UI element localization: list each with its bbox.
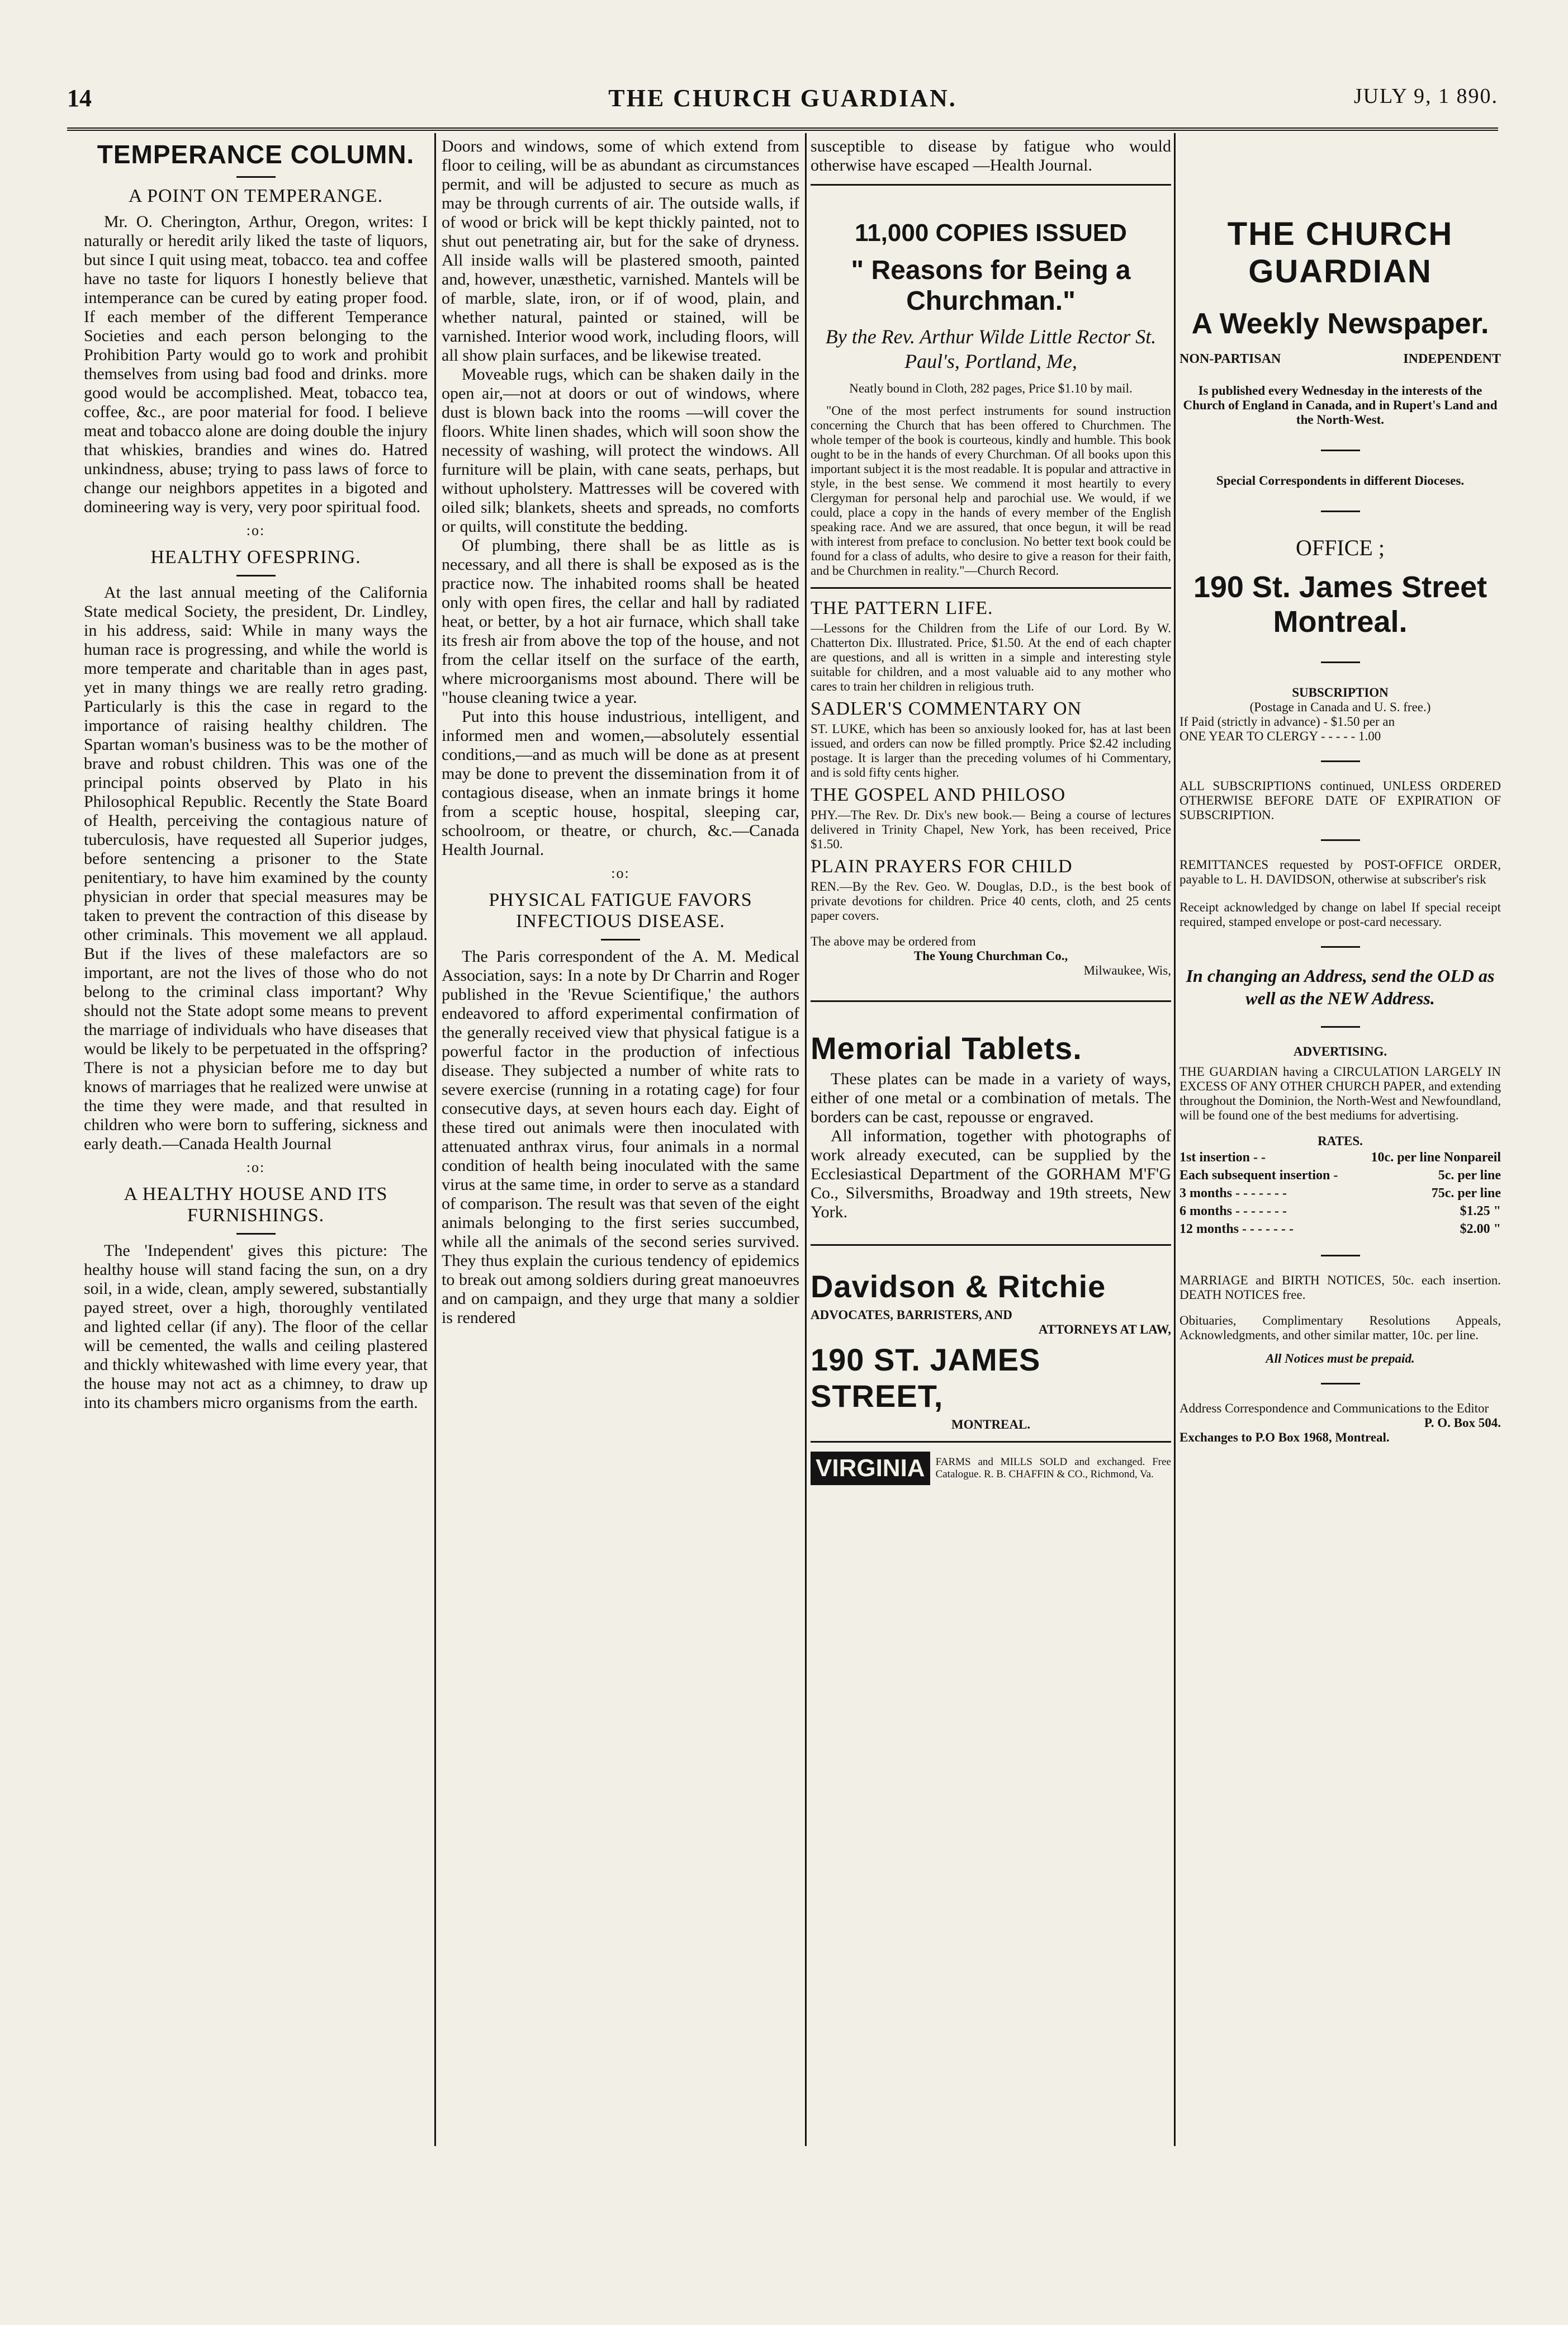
ad-title: SADLER'S COMMENTARY ON [811,698,1082,719]
article-body: Put into this house industrious, intelligent, and informed men and women,—absolutely essential conditions,—and as much will be done as at present may be done to prevent the dissemination from it of contagious disease, when an inmate brings it home from a sceptic house, hospital, sleeping car, schoolroom, or theatre, or church, &c.—Canada Health Journal. [442,707,799,859]
address-change: In changing an Address, send the OLD as well as the NEW Address. [1186,966,1495,1008]
order-from: The above may be ordered from [811,934,976,948]
article-body: Moveable rugs, which can be shaken daily in the open air,—not at doors or out of windows, where dust is blown back into the rooms —will cover the floors. White linen shades, which will soon show the necessity of washing, will protect the windows. All furniture will be plain, with cane seats, perhaps, but without upholstery. Mattresses will be covered with oiled silk; blankets, sheets and spreads, no comforts or quilts, will constitute the bedding. [442,365,799,536]
receipt: Receipt acknowledged by change on label If special receipt required, stamped envelope or post-card necessary. [1179,900,1501,929]
article-body: The Paris correspondent of the A. M. Medical Association, says: In a note by Dr Charrin and Roger published in the 'Revue Scientifique,' the authors endeavored to afford experimental confirmation of the generally received view that physical fatigue is a powerful factor in the production of infectious disease. They subjected a number of white rats to severe exercise (running in a rotating cage) for four consecutive days, at seven hours each day. Eight of these tired out animals were then inoculated with attenuated anthrax virus, four animals in a normal condition of health being inoculated with the same virus at the same time, in order to serve as a standard of comparison. The result was that seven of the eight animals belonging to the first series succumbed, while all the animals of the second series survived. They thus explain the curious tendency of epidemics to break out among soldiers during great manoeuvres and on campaign, and they urge that many a soldier is rendered [442,947,799,1327]
rate-row: 6 months - - - - - - - $1.25 " [1179,1204,1501,1218]
article-title: A HEALTHY HOUSE AND ITS FURNISHINGS. [124,1184,388,1226]
ad-rule [811,587,1171,589]
ad-title: PLAIN PRAYERS FOR CHILD [811,856,1073,877]
ad-text: REN.—By the Rev. Geo. W. Douglas, D.D., is the best book of private devotions for children. Price 40 cents, cloth, and 25 cents paper covers. [811,880,1171,923]
dr-address: 190 ST. JAMES STREET, [811,1342,1041,1414]
dr-city: MONTREAL. [951,1417,1031,1431]
order-city: Milwaukee, Wis, [1083,963,1171,977]
column-divider [1174,133,1176,2146]
virginia-text: FARMS and MILLS SOLD and exchanged. Free Catalogue. R. B. CHAFFIN & CO., Richmond, Va. [935,1456,1171,1480]
book-title: " Reasons for Being a Churchman." [851,256,1131,316]
book-review: "One of the most perfect instruments for sound instruction concerning the Church that has been offered to Churchmen. The whole temper of the book is courteous, kindly and humble. This book ought to be in the hands of every Churchman. Of all books upon this important subject it is the most readable. It is popular and attractive in style, in the best sense. We commend it most heartily to every Clergyman for personal help and parochial use. We would, if we could, place a copy in the hands of every member of the English speaking race. And we are assured, that once begun, it will be read with interest from preface to conclusion. No better text book could be found for a class of adults, who desire to give a reason for their faith, and be Churchmen in reality."—Church Record. [811,404,1171,578]
column-divider [434,133,436,2146]
dr-name: Davidson & Ritchie [811,1269,1106,1304]
advertising-text: THE GUARDIAN having a CIRCULATION LARGELY IN EXCESS OF ANY OTHER CHURCH PAPER, and extending throughout the Dominion, the North-West and Newfoundland, will be found one of the best mediums for advertising. [1179,1065,1501,1122]
separator: :o: [246,522,266,538]
box-number: P. O. Box 504. [1424,1416,1501,1430]
published: Is published every Wednesday in the interests of the Church of England in Canada, and in Rupert's Land and the North-West. [1183,384,1498,427]
divider [1321,661,1360,663]
advertising-label: ADVERTISING. [1293,1045,1387,1058]
rate-row: 1st insertion - - 10c. per line Nonpareil [1179,1150,1501,1165]
book-author: By the Rev. Arthur Wilde Little Rector St. Paul's, Portland, Me, [825,325,1157,372]
article-body: Of plumbing, there shall be as little as is necessary, and all there is shall be exposed as is the practice now. The inhabited rooms shall be heated only with open fires, the cellar and hall by radiated heat, or better, by a hot air furnace, which shall take its fresh air from above the top of the house, and not from the cellar itself on the surface of the earth, where microorganisms most abound. There will be "house cleaning twice a year. [442,536,799,707]
rate-row: 12 months - - - - - - - $2.00 " [1179,1222,1501,1236]
column-4 [1179,137,1501,2139]
divider [236,176,276,178]
obituaries: Obituaries, Complimentary Resolutions Appeals, Acknowledgments, and other similar matter, 10c. per line. [1179,1313,1501,1342]
newspaper-title: THE CHURCH GUARDIAN. [608,84,957,112]
section-heading: TEMPERANCE COLUMN. [97,140,415,169]
issue-date: JULY 9, 1 890. [1353,84,1498,108]
office-label: OFFICE ; [1296,535,1385,560]
rate-paid: If Paid (strictly in advance) - $1.50 per an [1179,715,1395,729]
divider [236,575,276,576]
divider [1321,760,1360,762]
nonpartisan: NON-PARTISAN [1179,352,1281,366]
postage: (Postage in Canada and U. S. free.) [1249,700,1431,714]
independent: INDEPENDENT [1403,352,1501,366]
divider [1321,450,1360,451]
masthead [67,84,1498,117]
ad-text: ST. LUKE, which has been so anxiously looked for, has at last been issued, and orders can now be filled promptly. Price $2.42 including postage. It is larger than the preceding volumes of hi Commentary, and is sold fifty cents higher. [811,722,1171,779]
article-body: Doors and windows, some of which extend from floor to ceiling, will be as abundant as circumstances permit, and will be adjusted to secure as much as may be through currents of air. The outside walls, if of wood or brick will be kept thickly painted, not to shut out penetrating air, but for the sake of dryness. All inside walls will be plastered smooth, painted and, however, unæsthetic, varnished. Mantels will be of marble, slate, iron, or if of wood, plain, and whether natural, painted or stained, will be varnished. Interior wood work, including floors, will all show plain surfaces, and be likewise treated. [442,137,799,365]
rates-label: RATES. [1318,1134,1363,1148]
memorial-title: Memorial Tablets. [811,1031,1082,1066]
divider [1321,839,1360,841]
correspondents: Special Correspondents in different Dioceses. [1216,474,1465,488]
separator: :o: [611,865,630,881]
article-title: HEALTHY OFESPRING. [150,547,361,568]
continued: ALL SUBSCRIPTIONS continued, UNLESS ORDERED OTHERWISE BEFORE DATE OF EXPIRATION OF SUBSCRIPTION. [1179,779,1501,822]
page-number: 14 [67,84,92,112]
book-binding: Neatly bound in Cloth, 282 pages, Price $1.10 by mail. [849,381,1133,395]
separator: :o: [246,1159,266,1175]
article-title: A POINT ON TEMPERANGE. [128,186,383,206]
paper-title: THE CHURCH GUARDIAN [1227,216,1453,290]
ad-title: THE GOSPEL AND PHILOSO [811,785,1066,805]
article-title: PHYSICAL FATIGUE FAVORS INFECTIOUS DISEASE. [489,890,752,932]
dr-line1: ADVOCATES, BARRISTERS, AND [811,1308,1012,1322]
dr-line2: ATTORNEYS AT LAW, [1038,1322,1171,1336]
rate-row: 3 months - - - - - - - 75c. per line [1179,1186,1501,1201]
prepaid: All Notices must be prepaid. [1266,1351,1415,1365]
ad-text: —Lessons for the Children from the Life of our Lord. By W. Chatterton Dix. Illustrated. Price, $1.50. At the end of each chapter are questions, and all is written in a simple and interesting style suitable for children, and a most valuable aid to any mother who cares to train her children in religious truth. [811,621,1171,693]
book-copies: 11,000 COPIES ISSUED [855,219,1127,247]
ad-rule [811,1441,1171,1443]
column-1 [84,137,428,2139]
weekly: A Weekly Newspaper. [1191,308,1489,340]
ad-rule [811,1000,1171,1002]
ad-text: PHY.—The Rev. Dr. Dix's new book.— Being a course of lectures delivered in Trinity Chapel, New York, has been received, Price $1.50. [811,808,1171,851]
subscription-label: SUBSCRIPTION [1292,686,1389,700]
article-body: susceptible to disease by fatigue who would otherwise have escaped —Health Journal. [811,137,1171,174]
divider [1321,1383,1360,1384]
rate-row: Each subsequent insertion - 5c. per line [1179,1168,1501,1183]
divider [1321,511,1360,512]
memorial-text: All information, together with photographs of work already executed, can be supplied by the Ecclesiastical Department of the GORHAM M'F'G Co., Silversmiths, Broadway and 19th streets, New York. [811,1127,1171,1221]
address-correspondence: Address Correspondence and Communications to the Editor [1179,1401,1489,1415]
order-company: The Young Churchman Co., [913,949,1068,963]
column-2 [442,137,799,2139]
exchanges: Exchanges to P.O Box 1968, Montreal. [1179,1430,1390,1444]
divider [601,939,640,941]
virginia-logo: VIRGINIA [811,1452,930,1485]
ad-title: THE PATTERN LIFE. [811,598,993,618]
ad-rule [811,1244,1171,1246]
remittances: REMITTANCES requested by POST-OFFICE ORDER, payable to L. H. DAVIDSON, otherwise at subscriber's risk [1179,858,1501,886]
article-body: At the last annual meeting of the California State medical Society, the president, Dr. Lindley, in his address, said: While in many ways the human race is progressing, and while the world is more temperate and charitable than in ages past, yet in many things we are really retro grading. Particularly is this the case in regard to the importance of raising healthy children. The Spartan woman's business was to be the mother of brave and robust children. This was one of the principal points observed by Plato in his Philosophical Republic. Recently the State Board of Health, perceiving the contagious nature of tuberculosis, have requested all Superior judges, before sentencing a prisoner to the State penitentiary, to have him examined by the county physician in order that special measures may be taken to prevent the contraction of this disease by other criminals. This movement we all applaud. But if the lives of these malefactors are so important, are not the lives of those who do not belong to the criminal class important? Why should not the State adopt some means to prevent the marriage of individuals who have diseases that would be likely to be perpetuated in the offspring? There is not a physician before me to day but knows of marriages that he realized were unwise at the time they were made, and that resulted in children who were born to suffering, sickness and early death.—Canada Health Journal [84,583,428,1153]
divider [236,1233,276,1235]
marriage-notices: MARRIAGE and BIRTH NOTICES, 50c. each insertion. DEATH NOTICES free. [1179,1273,1501,1302]
article-body: The 'Independent' gives this picture: The healthy house will stand facing the sun, on a dry soil, in a wide, clean, amply sewered, substantially payed street, over a high, thoroughly ventilated and lighted cellar (if any). The floor of the cellar will be cemented, the walls and ceiling plastered and thickly whitewashed with lime every year, that the house may not act as a chimney, to draw up into its chambers micro organisms from the earth. [84,1241,428,1412]
column-3 [811,137,1171,2139]
divider [1321,1026,1360,1028]
divider [1321,946,1360,948]
divider [1321,1255,1360,1256]
column-divider [805,133,807,2146]
article-body: Mr. O. Cherington, Arthur, Oregon, writes: I naturally or heredit arily liked the taste of liquors, but since I quit using meat, tobacco. tea and coffee have no taste for liquors I honestly believe that intemperance can be cured by eating proper food. If each member of the different Temperance Societies and each person belonging to the Prohibition Party would go to work and prohibit themselves from using bad food and drinks. more good would be accomplished. Meat, tobacco tea, coffee, &c., are poor material for food. I believe meat and tobacco alone are doing double the injury that whiskies, brandies and wines do. Hatred unkindness, abuse; trying to pass laws of force to change our neighbors appetites in a bigoted and domineering way is very, very poor spiritual food. [84,212,428,516]
office-address: 190 St. James Street Montreal. [1193,570,1488,639]
masthead-rule [67,127,1498,131]
rate-clergy: ONE YEAR TO CLERGY - - - - - 1.00 [1179,729,1381,743]
ad-rule [811,184,1171,186]
memorial-text: These plates can be made in a variety of ways, either of one metal or a combination of metals. The borders can be cast, repousse or engraved. [811,1070,1171,1126]
